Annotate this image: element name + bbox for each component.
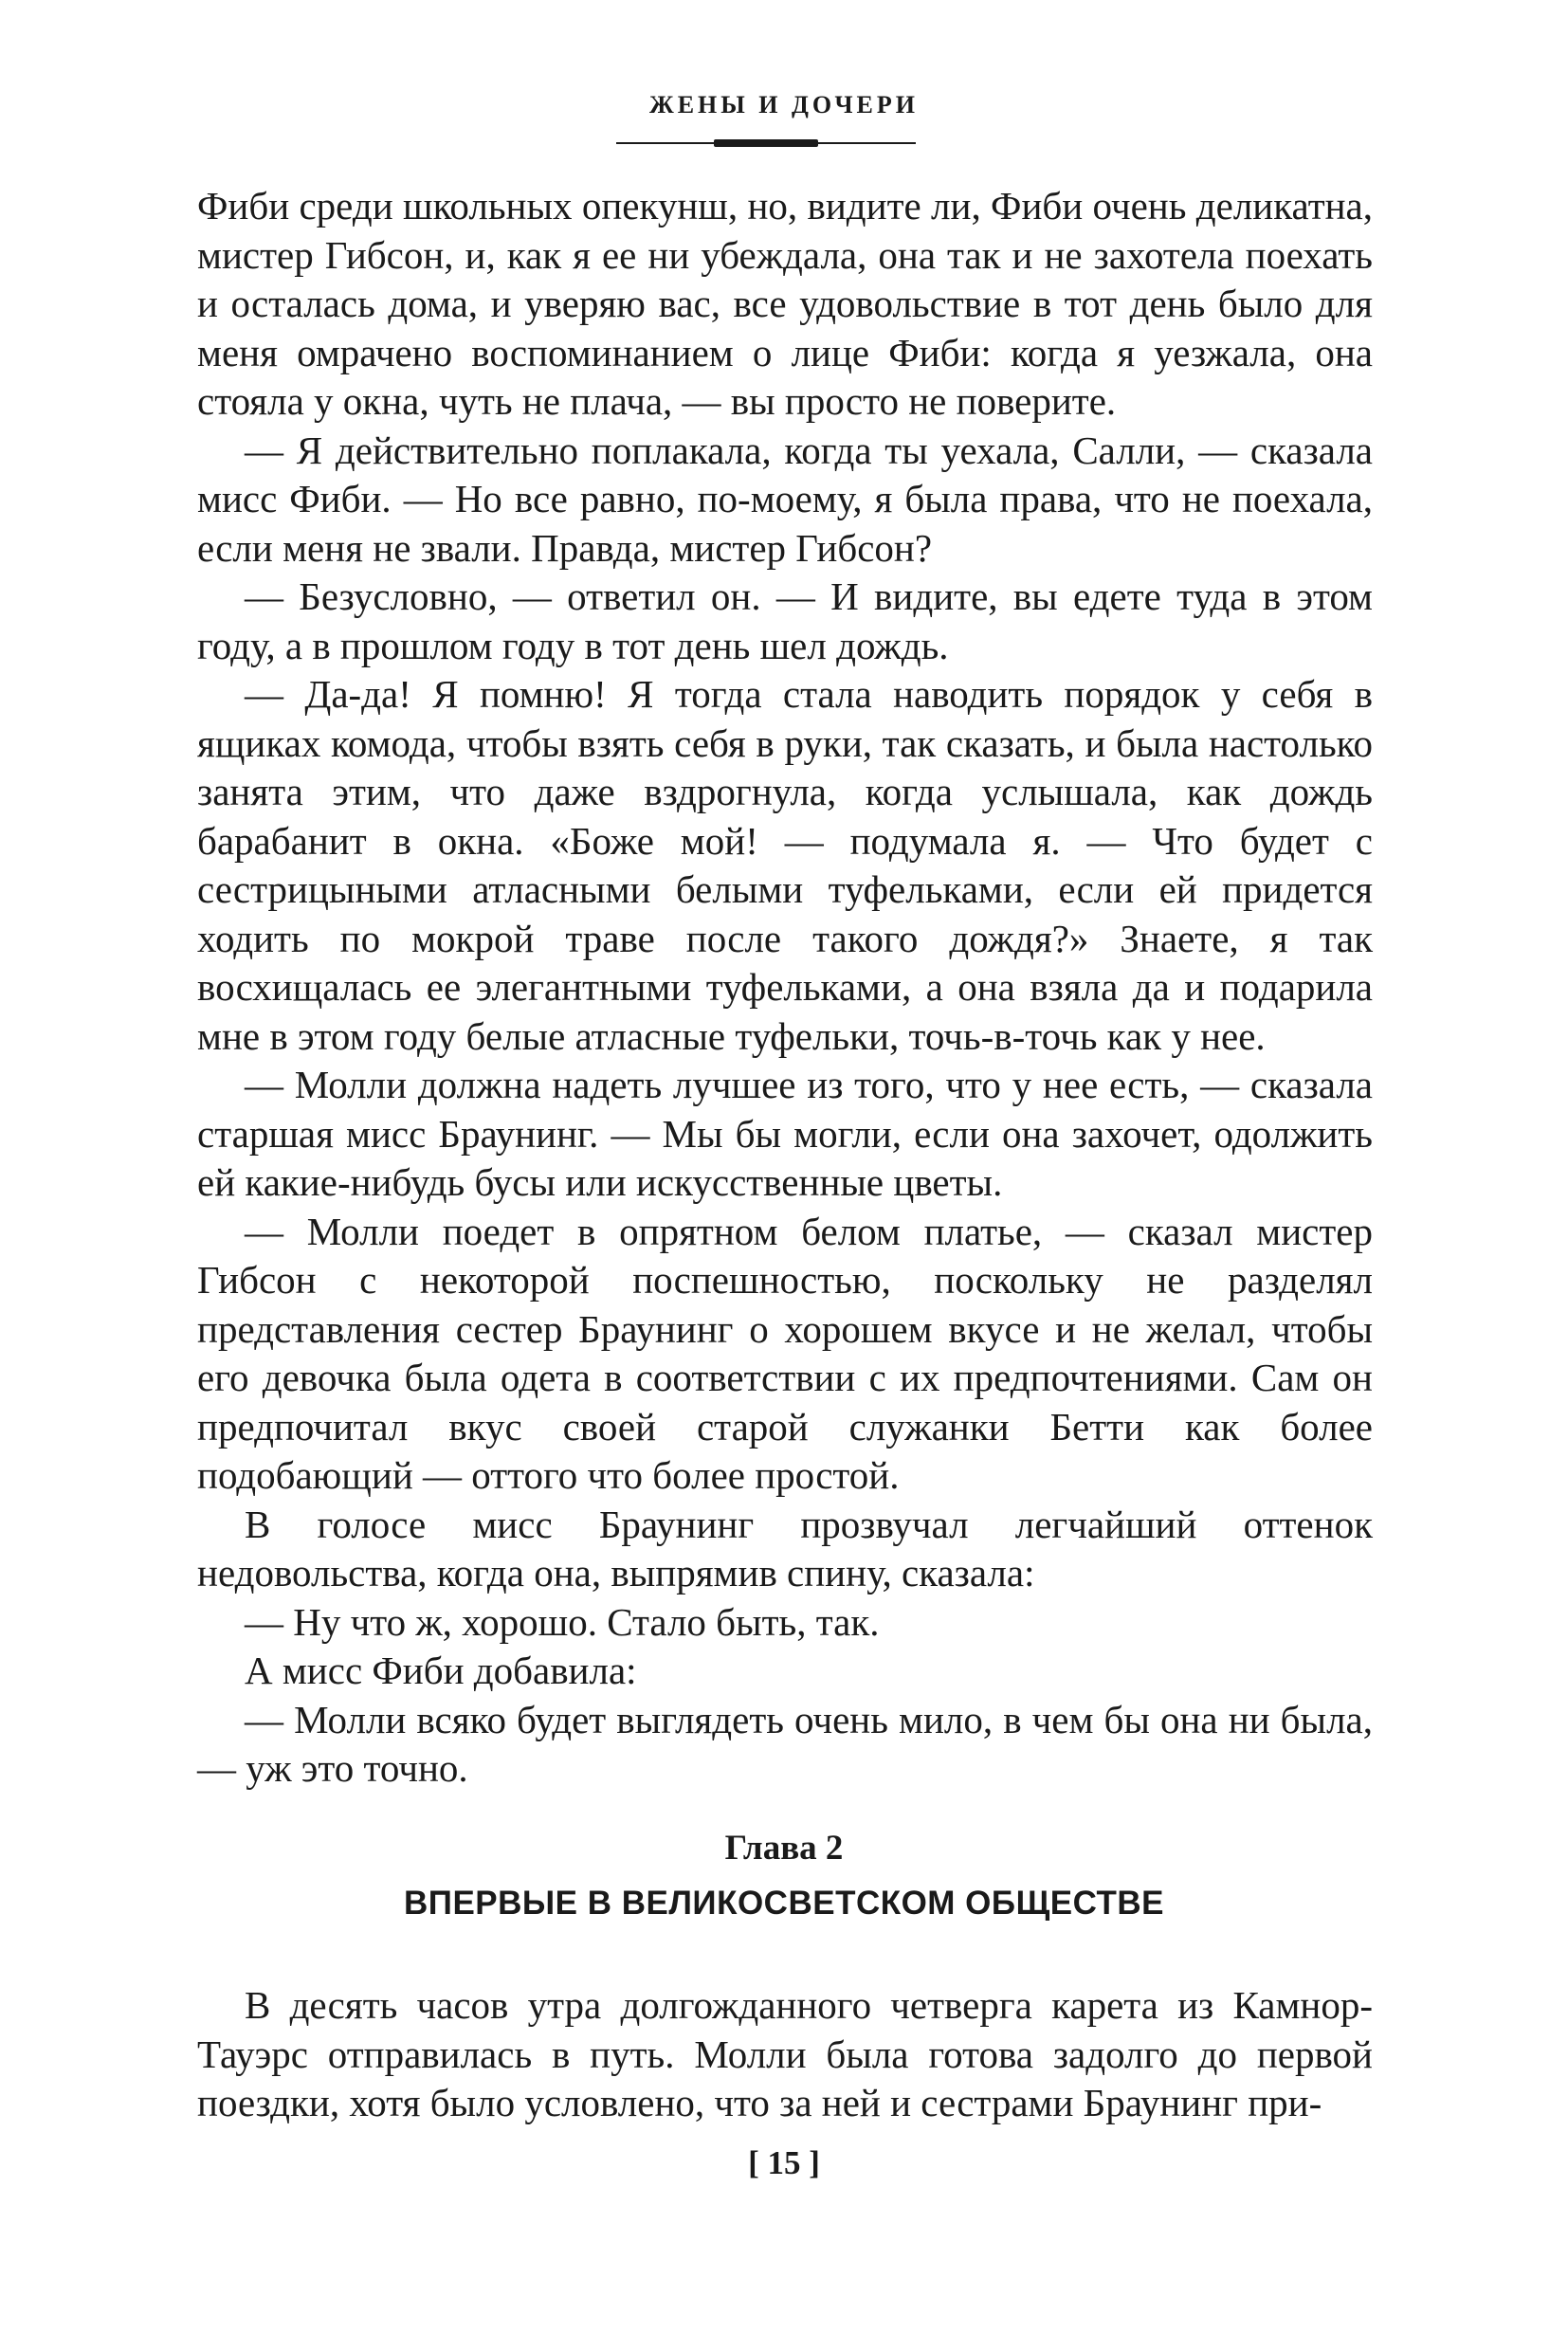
- paragraph: — Молли поедет в опрятном белом платье, — сказал мистер Гибсон с некоторой поспешностью, поскольку не разделял представления сестер Браунинг о хорошем вкусе и не желал, чтобы его девочка была одета в соответствии с их предпочтениями. Сам он предпочитал вкус своей старой служанки Бетти как более подобающий — оттого что более простой.: [197, 1209, 1373, 1497]
- page-number: [ 15 ]: [748, 2144, 820, 2181]
- chapter-body: [197, 1981, 1373, 2128]
- paragraph: — Да-да! Я помню! Я тогда стала наводить порядок у себя в ящиках комода, чтобы взять себя в руки, так сказать, и была настолько занята этим, что даже вздрогнула, когда услышала, как дождь барабанит в окна. «Боже мой! — подумала я. — Что будет с сестрицыными атласными белыми туфельками, если ей придется ходить по мокрой траве после такого дождя?» Знаете, я так восхищалась ее элегантными туфельками, а она взяла да и подарила мне в этом году белые атласные туфельки, точь-в-точь как у нее.: [197, 672, 1373, 1058]
- paragraph: — Ну что ж, хорошо. Стало быть, так.: [245, 1599, 880, 1644]
- running-header: ЖЕНЫ И ДОЧЕРИ: [648, 91, 920, 118]
- paragraph: — Безусловно, — ответил он. — И видите, вы едете туда в этом году, а в прошлом году в тот день шел дождь.: [197, 574, 1373, 667]
- paragraph: — Молли всяко будет выглядеть очень мило, в чем бы она ни была, — уж это точно.: [197, 1697, 1373, 1790]
- paragraph: В голосе мисс Браунинг прозвучал легчайший оттенок недовольства, когда она, выпрямив спину, сказала:: [197, 1502, 1373, 1595]
- header-rule-ornament: [714, 139, 818, 147]
- chapter-number: Глава 2: [724, 1829, 844, 1868]
- paragraph: В десять часов утра долгожданного четверга карета из Камнор-Тауэрс отправилась в путь. Молли была готова задолго до первой поездки, хотя было условлено, что за ней и сестрами Браунинг при-: [197, 1983, 1373, 2124]
- paragraph: Фиби среди школьных опекунш, но, видите ли, Фиби очень деликатна, мистер Гибсон, и, как я ее ни убеждала, она так и не захотела поехать и осталась дома, и уверяю вас, все удовольствие в тот день было для меня омрачено воспоминанием о лице Фиби: когда я уезжала, она стояла у окна, чуть не плача, — вы просто не поверите.: [197, 184, 1373, 423]
- body-text: [197, 182, 1373, 1794]
- paragraph: А мисс Фиби добавила:: [245, 1649, 637, 1692]
- paragraph: — Я действительно поплакала, когда ты уехала, Салли, — сказала мисс Фиби. — Но все равно, по-моему, я была права, что не поехала, если меня не звали. Правда, мистер Гибсон?: [197, 428, 1373, 570]
- chapter-title: ВПЕРВЫЕ В ВЕЛИКОСВЕТСКОМ ОБЩЕСТВЕ: [404, 1885, 1164, 1922]
- paragraph: — Молли должна надеть лучшее из того, что у нее есть, — сказала старшая мисс Браунинг. — Мы бы могли, если она захочет, одолжить ей какие-нибудь бусы или искусственные цветы.: [197, 1063, 1373, 1204]
